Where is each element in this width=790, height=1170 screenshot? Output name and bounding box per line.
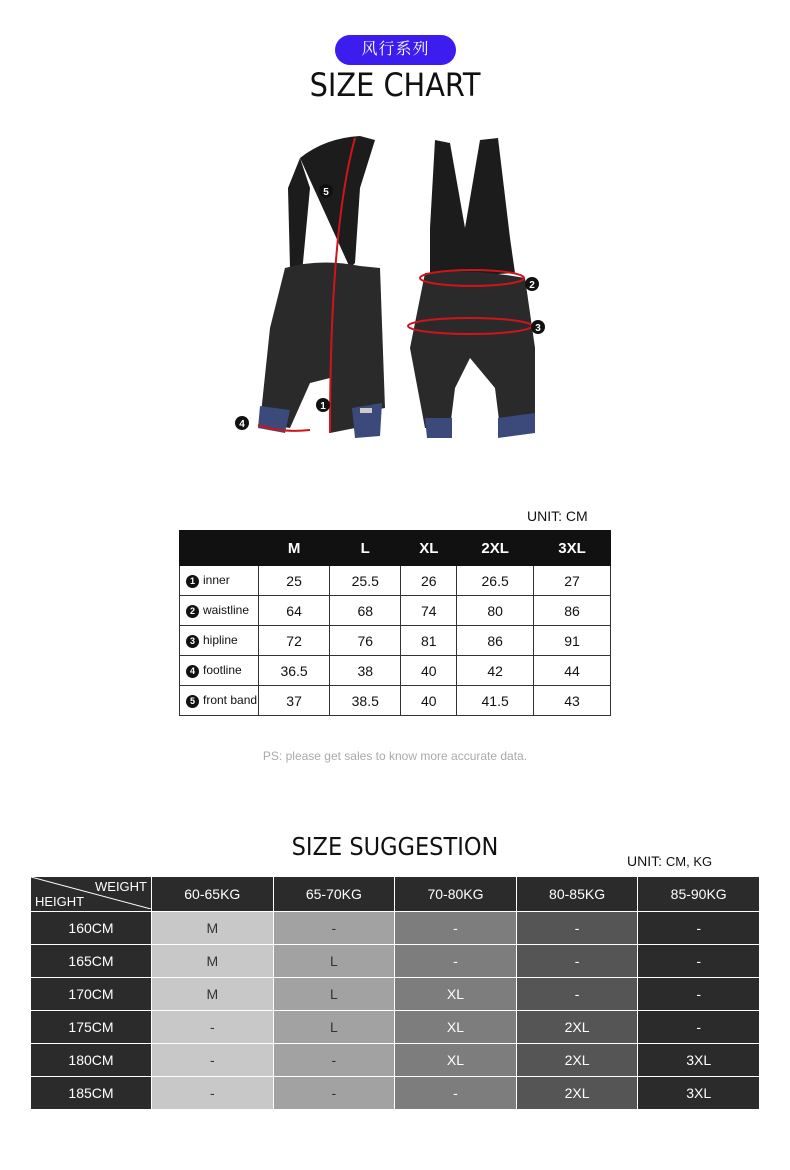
suggestion-row [31,1011,760,1044]
cell: 38 [330,656,401,686]
suggestion-row [31,1077,760,1110]
suggestion-row [31,1044,760,1077]
size-cell: - [395,1077,517,1110]
row-label-text: footline [203,663,242,678]
row-label [180,596,259,626]
marker-1 [316,398,330,412]
size-cell: - [273,912,395,945]
weight-header: 70-80KG [395,877,517,912]
bib-shorts-back [408,138,535,438]
cell: 25.5 [330,566,401,596]
size-cell: M [152,978,274,1011]
cell: 37 [259,686,330,716]
cell: 80 [457,596,534,626]
size-chart-row-waistline [180,596,611,626]
cell: 74 [401,596,457,626]
size-cell: - [152,1011,274,1044]
suggestion-row [31,912,760,945]
cell: 76 [330,626,401,656]
height-label: 180CM [31,1044,152,1077]
row-label [180,656,259,686]
cell: 43 [534,686,611,716]
size-suggestion-table [30,876,760,1110]
size-cell: - [516,945,638,978]
size-cell: 3XL [638,1077,760,1110]
size-chart-row-hipline [180,626,611,656]
size-chart-header-row [180,531,611,566]
series-badge: 风行系列 [335,35,456,65]
cell: 27 [534,566,611,596]
cell: 42 [457,656,534,686]
height-axis-label: HEIGHT [35,894,85,909]
cell: 72 [259,626,330,656]
size-cell: 2XL [516,1044,638,1077]
size-cell: - [516,978,638,1011]
weight-header: 60-65KG [152,877,274,912]
suggestion-row [31,978,760,1011]
size-cell: - [273,1077,395,1110]
cell: 26.5 [457,566,534,596]
row-label-text: front band [203,693,258,708]
size-cell: 2XL [516,1011,638,1044]
size-cell: L [273,978,395,1011]
height-label: 170CM [31,978,152,1011]
cell: 44 [534,656,611,686]
size-cell: XL [395,1011,517,1044]
height-label: 185CM [31,1077,152,1110]
size-cell: - [395,945,517,978]
marker-3 [531,320,545,334]
size-cell: XL [395,978,517,1011]
size-cell: M [152,945,274,978]
size-chart-header-l: L [330,531,401,566]
svg-text:1: 1 [320,401,326,412]
svg-text:5: 5 [323,187,329,198]
row-label [180,626,259,656]
size-suggestion-header-row [31,877,760,912]
suggestion-row [31,945,760,978]
number-badge: 4 [186,665,199,678]
size-cell: - [152,1044,274,1077]
height-label: 160CM [31,912,152,945]
cell: 64 [259,596,330,626]
weight-axis-label: WEIGHT [95,879,147,894]
height-label: 165CM [31,945,152,978]
row-label [180,686,259,716]
size-chart-header-3xl: 3XL [534,531,611,566]
size-cell: - [273,1044,395,1077]
page-title: SIZE CHART [309,66,481,104]
bib-shorts-illustration [230,128,560,448]
svg-text:4: 4 [239,419,245,430]
cell: 41.5 [457,686,534,716]
size-suggestion-title: SIZE SUGGESTION [291,832,499,861]
size-cell: L [273,945,395,978]
bib-shorts-front [258,136,385,438]
number-badge: 3 [186,635,199,648]
corner-header [31,877,152,912]
size-cell: 2XL [516,1077,638,1110]
cell: 25 [259,566,330,596]
size-cell: - [395,912,517,945]
size-chart-row-inner [180,566,611,596]
size-cell: L [273,1011,395,1044]
size-chart-row-front-band [180,686,611,716]
cell: 38.5 [330,686,401,716]
size-chart-table [179,530,611,716]
cell: 86 [457,626,534,656]
marker-5 [319,184,333,198]
cell: 91 [534,626,611,656]
size-cell: - [638,945,760,978]
cell: 36.5 [259,656,330,686]
size-cell: XL [395,1044,517,1077]
size-chart-row-footline [180,656,611,686]
marker-2 [525,277,539,291]
size-chart-header-blank [180,531,259,566]
size-cell: - [638,1011,760,1044]
cell: 40 [401,686,457,716]
row-label-text: inner [203,573,230,588]
note-text: PS: please get sales to know more accurate data. [262,749,528,763]
cell: 26 [401,566,457,596]
svg-text:2: 2 [529,280,535,291]
size-chart-header-2xl: 2XL [457,531,534,566]
unit-value: CM, KG [665,854,713,869]
size-cell: - [152,1077,274,1110]
marker-4 [235,416,249,430]
cell: 40 [401,656,457,686]
height-label: 175CM [31,1011,152,1044]
size-cell: - [516,912,638,945]
size-chart-header-xl: XL [401,531,457,566]
weight-header: 80-85KG [516,877,638,912]
row-label-text: waistline [203,603,250,618]
size-cell: - [638,912,760,945]
row-label-text: hipline [203,633,238,648]
size-suggestion-unit [627,853,712,869]
size-cell: 3XL [638,1044,760,1077]
weight-header: 65-70KG [273,877,395,912]
row-label [180,566,259,596]
cell: 81 [401,626,457,656]
number-badge: 5 [186,695,199,708]
size-cell: - [638,978,760,1011]
svg-text:3: 3 [535,323,541,334]
cell: 68 [330,596,401,626]
number-badge: 2 [186,605,199,618]
size-chart-header-m: M [259,531,330,566]
number-badge: 1 [186,575,199,588]
unit-label: UNIT: [627,853,662,869]
weight-header: 85-90KG [638,877,760,912]
size-cell: M [152,912,274,945]
size-chart-unit: UNIT: CM [527,508,588,524]
cell: 86 [534,596,611,626]
